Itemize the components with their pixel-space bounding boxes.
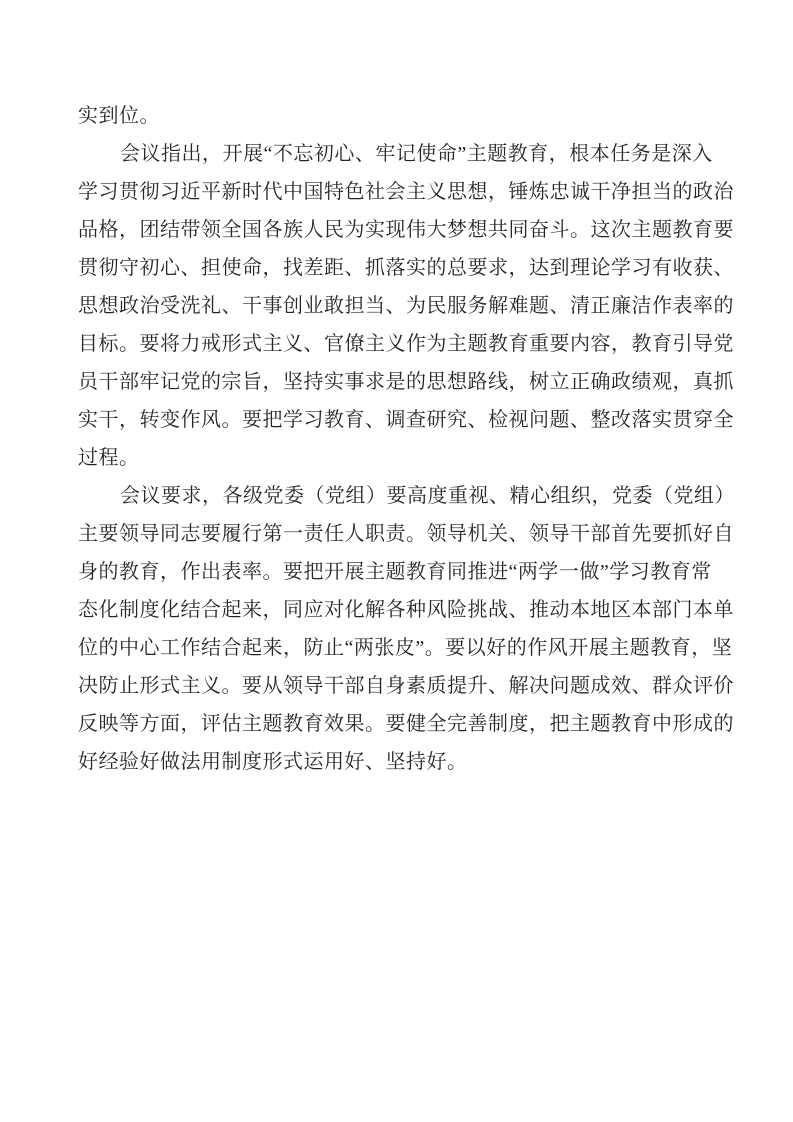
document-body: [78, 97, 735, 781]
text-line: 位的中心工作结合起来，防止“两张皮”。要以好的作风开展主题教育，坚: [78, 637, 733, 659]
text-line: 贯彻守初心、担使命，找差距、抓落实的总要求，达到理论学习有收获、: [78, 257, 734, 279]
text-line: 态化制度化结合起来，同应对化解各种风险挑战、推动本地区本部门本单: [78, 599, 734, 621]
paragraph: [78, 135, 734, 477]
text-line: 实干，转变作风。要把学习教育、调查研究、检视问题、整改落实贯穿全: [78, 409, 734, 431]
text-line: 思想政治受洗礼、干事创业敢担当、为民服务解难题、清正廉洁作表率的: [78, 295, 734, 317]
text-line: 品格，团结带领全国各族人民为实现伟大梦想共同奋斗。这次主题教育要: [78, 219, 734, 241]
text-line: 实到位。: [78, 105, 160, 127]
text-line: 目标。要将力戒形式主义、官僚主义作为主题教育重要内容，教育引导党: [78, 333, 734, 355]
text-line: 学习贯彻习近平新时代中国特色社会主义思想，锤炼忠诚干净担当的政治: [78, 181, 734, 203]
text-line: 会议要求，各级党委（党组）要高度重视、精心组织，党委（党组）: [120, 485, 735, 507]
text-line: 反映等方面，评估主题教育效果。要健全完善制度，把主题教育中形成的: [78, 713, 734, 735]
text-line: 身的教育，作出表率。要把开展主题教育同推进“两学一做”学习教育常: [78, 561, 712, 583]
text-line: 员干部牢记党的宗旨，坚持实事求是的思想路线，树立正确政绩观，真抓: [78, 371, 734, 393]
text-line: 决防止形式主义。要从领导干部自身素质提升、解决问题成效、群众评价: [78, 675, 734, 697]
paragraph: [78, 477, 735, 781]
text-line: 好经验好做法用制度形式运用好、坚持好。: [78, 751, 468, 773]
text-line: 过程。: [78, 447, 140, 469]
paragraph: [78, 97, 711, 135]
text-line: 会议指出，开展“不忘初心、牢记使命”主题教育，根本任务是深入: [120, 143, 713, 165]
text-line: 主要领导同志要履行第一责任人职责。领导机关、领导干部首先要抓好自: [78, 523, 734, 545]
